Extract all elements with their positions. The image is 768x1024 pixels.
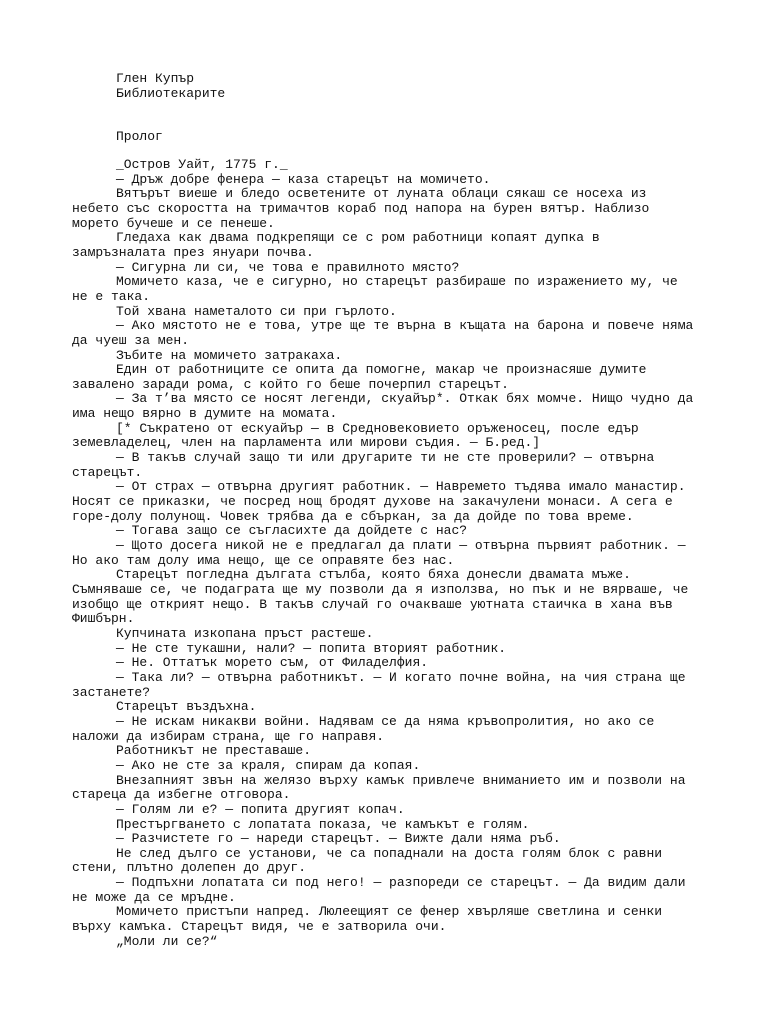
paragraph: Той хвана наметалото си при гърлото. [116,303,397,319]
paragraph: — Голям ли е? — попита другият копач. [116,801,405,817]
paragraph: — Не сте тукашни, нали? — попита вторият работник. [116,640,507,656]
book-title: Библиотекарите [116,85,226,101]
paragraph: Не след дълго се установи, че са попаднали на доста голям блок с равни стени, плътно долепен до друг. [72,845,670,876]
paragraph: — Разчистете го — нареди старецът. — Вижте дали няма ръб. [116,831,561,847]
paragraph: „Моли ли се?“ [116,933,218,949]
dateline: _Остров Уайт, 1775 г._ [116,156,288,172]
paragraph: Момичето пристъпи напред. Люлеещият се фенер хвърляше светлина и сенки върху камъка. Старецът видя, че е затворила очи. [72,904,670,935]
paragraph: Работникът не преставаше. [116,743,312,759]
paragraph: — От страх — отвърна другият работник. — Навремето тъдява имало манастир. Носят се приказки, че посред нощ бродят духове на закачулени монаси. А сега е горе-долу полунощ. Човек трябва да е сбъркан, за да дойде по това време. [72,479,694,524]
paragraph: Момичето каза, че е сигурно, но старецът разбираше по изражението му, че не е така. [72,274,686,304]
chapter-title: Пролог [116,129,163,145]
paragraph: Внезапният звън на желязо върху камък привлече вниманието им и позволи на стареца да избегне отговора. [72,772,694,803]
author-name: Глен Купър [116,71,195,86]
paragraph: Старецът въздъхна. [116,699,257,715]
paragraph: — Подпъхни лопатата си под него! — разпореди се старецът. — Да видим дали не може да се мръдне. [72,875,694,905]
footnote: [* Съкратено от ескуайър — в Средновековието оръженосец, после едър земевладелец, член на парламента или мирови съдия. — Б.ред.] [72,420,647,451]
paragraph: Вятърът виеше и бледо осветените от луната облаци сякаш се носеха из небето със скоростта на тримачтов кораб под напора на бурен вятър. Наблизо морето бучеше и се пенеше. [72,186,658,231]
paragraph: — Ако не сте за краля, спирам да копая. [116,757,421,773]
spacer [72,101,698,130]
paragraph: Старецът погледна дългата стълба, която бяха донесли двамата мъже. Съмняваше се, че подаграта ще му позволи да я използва, но пък и не вярваше, че изобщо ще открият нещо. В такъв случай го очакваше уютната стаичка в хана във Фишбърн. [72,567,697,627]
paragraph: — Не искам никакви войни. Надявам се да няма кръвопролития, но ако се наложи да избирам страна, ще го направя. [72,713,663,744]
paragraph: Един от работниците се опита да помогне, макар че произнасяше думите завалено заради рома, с който го беше почерпил старецът. [72,362,655,392]
paragraph: Гледаха как двама подкрепящи се с ром работници копаят дупка в замръзналата през януари почва. [72,230,608,260]
paragraph: Зъбите на момичето затракаха. [116,347,343,363]
paragraph: — В такъв случай защо ти или другарите ти не сте проверили? — отвърна старецът. [72,450,663,480]
document-page [72,71,702,949]
paragraph: — Така ли? — отвърна работникът. — И когато почне война, на чия страна ще застанете? [72,669,694,700]
paragraph: — Ако мястото не е това, утре ще те върна в къщата на барона и повече няма да чуеш за мен. [72,318,702,348]
paragraph: — Сигурна ли си, че това е правилното място? [116,259,460,275]
paragraph: — Дръж добре фенера — каза старецът на момичето. [116,171,491,187]
paragraph: Купчината изкопана пръст растеше. [116,625,374,641]
paragraph: — За т’ва място се носят легенди, скуайър*. Откак бях момче. Нищо чудно да има нещо вярно в думите на момата. [72,391,702,422]
paragraph: — Тогава защо се съгласихте да дойдете с нас? [116,523,468,539]
paragraph: — Не. Оттатък морето съм, от Филаделфия. [116,655,429,671]
paragraph: Престъргването с лопатата показа, че камъкът е голям. [116,816,530,832]
paragraph: — Щото досега никой не е предлагал да плати — отвърна първият работник. — Но ако там долу има нещо, ще се оправяте без нас. [72,538,694,568]
